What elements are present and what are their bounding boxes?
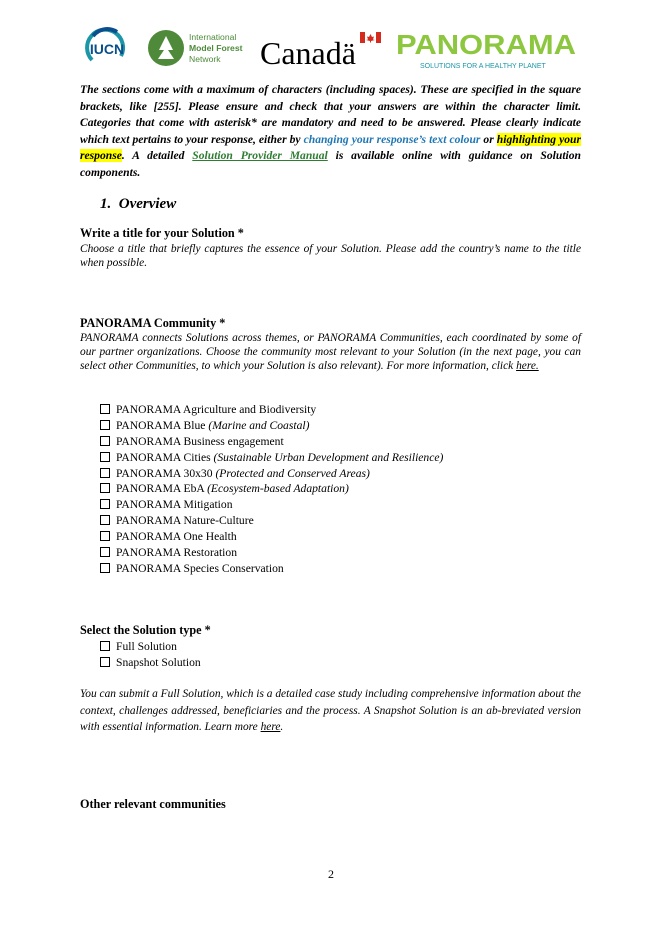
intro-text-3: is available online with guidance on Solution components. xyxy=(80,149,582,179)
checkbox[interactable] xyxy=(100,452,110,462)
community-option-label: PANORAMA One Health xyxy=(116,530,237,544)
panorama-logo xyxy=(396,28,578,72)
section-number: 1. xyxy=(100,196,112,212)
community-label: PANORAMA Community * xyxy=(80,316,226,330)
iucn-logo-text: IUCN xyxy=(89,41,125,57)
solution-type-option[interactable] xyxy=(100,639,201,655)
other-communities-label: Other relevant communities xyxy=(80,797,226,811)
community-helper-text: PANORAMA connects Solutions across themes, or PANORAMA Communities, each coordinated by some of our partner organizations. Choose the community most relevant to your Solution (in the next page, you can select other Communities, to which your Solution is also relevant). For more information, click xyxy=(80,332,581,373)
imfn-line-2: Model Forest xyxy=(189,43,243,53)
community-option-label: PANORAMA Cities xyxy=(116,450,214,464)
checkbox[interactable] xyxy=(100,483,110,493)
panorama-logo-text: PANORAMA xyxy=(396,29,576,60)
checkbox[interactable] xyxy=(100,404,110,414)
community-option[interactable] xyxy=(100,545,443,561)
community-option-label: PANORAMA Nature-Culture xyxy=(116,514,254,528)
intro-paragraph xyxy=(80,82,581,181)
solution-type-helper-end: . xyxy=(280,721,284,733)
community-option[interactable] xyxy=(100,418,443,434)
solution-provider-manual-link[interactable]: Solution Provider Manual xyxy=(192,149,328,162)
checkbox[interactable] xyxy=(100,468,110,478)
intro-text-2: . A detailed xyxy=(121,149,193,162)
section-title: Overview xyxy=(118,196,177,212)
solution-type-helper-text: You can submit a Full Solution, which is a detailed case study including comprehensive information about the context, challenges addressed, beneficiaries and the process. A Snapshot Solution is an ab-breviated version with essential information. Learn more xyxy=(80,688,581,733)
checkbox[interactable] xyxy=(100,531,110,541)
community-option-label: PANORAMA Restoration xyxy=(116,546,237,560)
canada-wordmark xyxy=(260,30,384,72)
community-option[interactable] xyxy=(100,497,443,513)
community-option[interactable] xyxy=(100,513,443,529)
community-option[interactable] xyxy=(100,481,443,497)
community-option-label: PANORAMA EbA xyxy=(116,482,208,496)
community-option-subtitle: (Sustainable Urban Development and Resilience) xyxy=(213,450,444,464)
intro-blue-example: changing your response’s text colour xyxy=(303,132,481,146)
community-option-subtitle: (Ecosystem-based Adaptation) xyxy=(207,482,349,496)
solution-type-option[interactable] xyxy=(100,655,201,671)
community-option-subtitle: (Marine and Coastal) xyxy=(208,418,310,432)
community-option[interactable] xyxy=(100,561,443,577)
checkbox[interactable] xyxy=(100,515,110,525)
title-field-label: Write a title for your Solution * xyxy=(80,226,244,240)
checkbox[interactable] xyxy=(100,436,110,446)
checkbox[interactable] xyxy=(100,657,110,667)
community-option-label: PANORAMA Blue xyxy=(116,418,209,432)
imfn-line-1: International xyxy=(189,32,237,42)
community-option-label: PANORAMA Species Conservation xyxy=(116,561,284,575)
community-checkbox-list xyxy=(100,402,443,577)
community-option-label: PANORAMA Agriculture and Biodiversity xyxy=(116,403,317,416)
intro-or: or xyxy=(480,132,497,146)
intro-highlight-example: highlighting your response xyxy=(80,132,582,162)
title-field-helper: Choose a title that briefly captures the essence of your Solution. Please add the country’s name to the title when possible. xyxy=(80,243,581,270)
solution-type-option-label: Full Solution xyxy=(116,640,177,653)
community-option[interactable] xyxy=(100,402,443,418)
solution-type-label: Select the Solution type * xyxy=(80,623,211,637)
community-option[interactable] xyxy=(100,450,443,466)
community-helper xyxy=(80,331,581,374)
checkbox[interactable] xyxy=(100,563,110,573)
iucn-logo xyxy=(83,26,131,70)
community-option-label: PANORAMA Business engagement xyxy=(116,434,284,448)
community-option-subtitle: (Protected and Conserved Areas) xyxy=(215,466,370,480)
checkbox[interactable] xyxy=(100,641,110,651)
section-heading xyxy=(100,196,176,213)
community-more-info-link[interactable]: here. xyxy=(516,360,539,373)
canada-wordmark-text: Canadä xyxy=(260,35,356,71)
solution-type-checkbox-list xyxy=(100,639,201,671)
checkbox[interactable] xyxy=(100,420,110,430)
checkbox[interactable] xyxy=(100,499,110,509)
solution-type-helper xyxy=(80,686,581,736)
checkbox[interactable] xyxy=(100,547,110,557)
community-option[interactable] xyxy=(100,434,443,450)
header-logos xyxy=(0,20,662,76)
community-option-label: PANORAMA Mitigation xyxy=(116,498,233,512)
learn-more-link[interactable]: here xyxy=(260,721,281,733)
community-option[interactable] xyxy=(100,466,443,482)
community-option-label: PANORAMA 30x30 xyxy=(116,466,216,480)
page-number: 2 xyxy=(328,867,334,881)
imfn-logo xyxy=(147,26,247,70)
intro-text-1: The sections come with a maximum of characters (including spaces). These are specified in the square brackets, like [255]. Please ensure and check that your answers are within the character limit. Categories that come with asterisk* are mandatory and need to be answered. Please clearly indicate which text pertains to your response, either by xyxy=(80,83,581,146)
community-option[interactable] xyxy=(100,529,443,545)
imfn-line-3: Network xyxy=(189,54,221,64)
panorama-tagline: SOLUTIONS FOR A HEALTHY PLANET xyxy=(420,63,546,70)
solution-type-option-label: Snapshot Solution xyxy=(116,655,201,669)
